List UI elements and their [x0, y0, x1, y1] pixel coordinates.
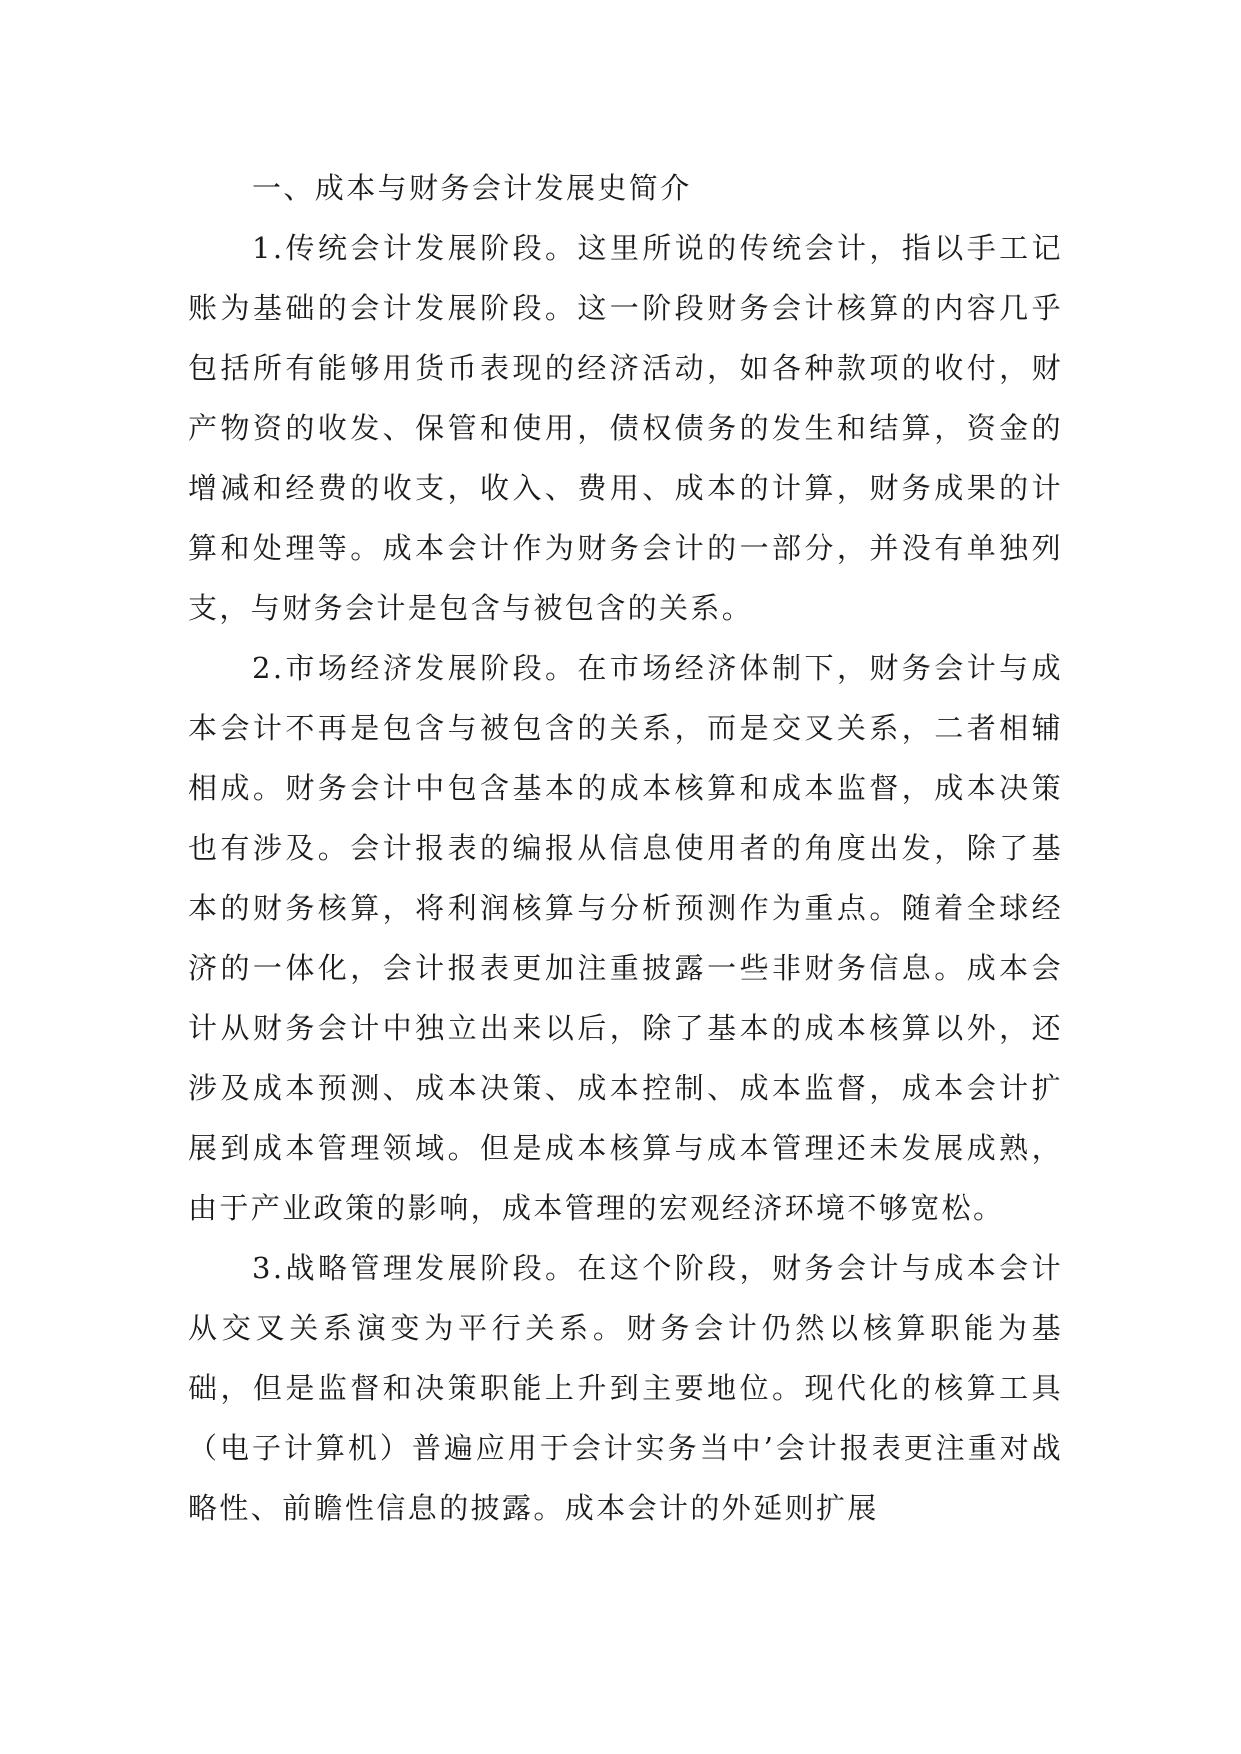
document-body [188, 158, 1063, 1538]
paragraph-traditional-accounting: 1.传统会计发展阶段。这里所说的传统会计，指以手工记账为基础的会计发展阶段。这一阶段财务会计核算的内容几乎包括所有能够用货币表现的经济活动，如各种款项的收付，财产物资的收发、保管和使用，债权债务的发生和结算，资金的增减和经费的收支，收入、费用、成本的计算，财务成果的计算和处理等。成本会计作为财务会计的一部分，并没有单独列支，与财务会计是包含与被包含的关系。 [188, 231, 1063, 625]
paragraph-strategic-management: 3.战略管理发展阶段。在这个阶段，财务会计与成本会计从交叉关系演变为平行关系。财务会计仍然以核算职能为基础，但是监督和决策职能上升到主要地位。现代化的核算工具（电子计算机）普遍应用于会计实务当中’会计报表更注重对战略性、前瞻性信息的披露。成本会计的外延则扩展 [188, 1251, 1063, 1525]
section-heading: 一、成本与财务会计发展史简介 [252, 171, 692, 205]
paragraph-market-economy: 2.市场经济发展阶段。在市场经济体制下，财务会计与成本会计不再是包含与被包含的关系，而是交叉关系，二者相辅相成。财务会计中包含基本的成本核算和成本监督，成本决策也有涉及。会计报表的编报从信息使用者的角度出发，除了基本的财务核算，将利润核算与分析预测作为重点。随着全球经济的一体化，会计报表更加注重披露一些非财务信息。成本会计从财务会计中独立出来以后，除了基本的成本核算以外，还涉及成本预测、成本决策、成本控制、成本监督，成本会计扩展到成本管理领域。但是成本核算与成本管理还未发展成熟，由于产业政策的影响，成本管理的宏观经济环境不够宽松。 [188, 651, 1063, 1225]
